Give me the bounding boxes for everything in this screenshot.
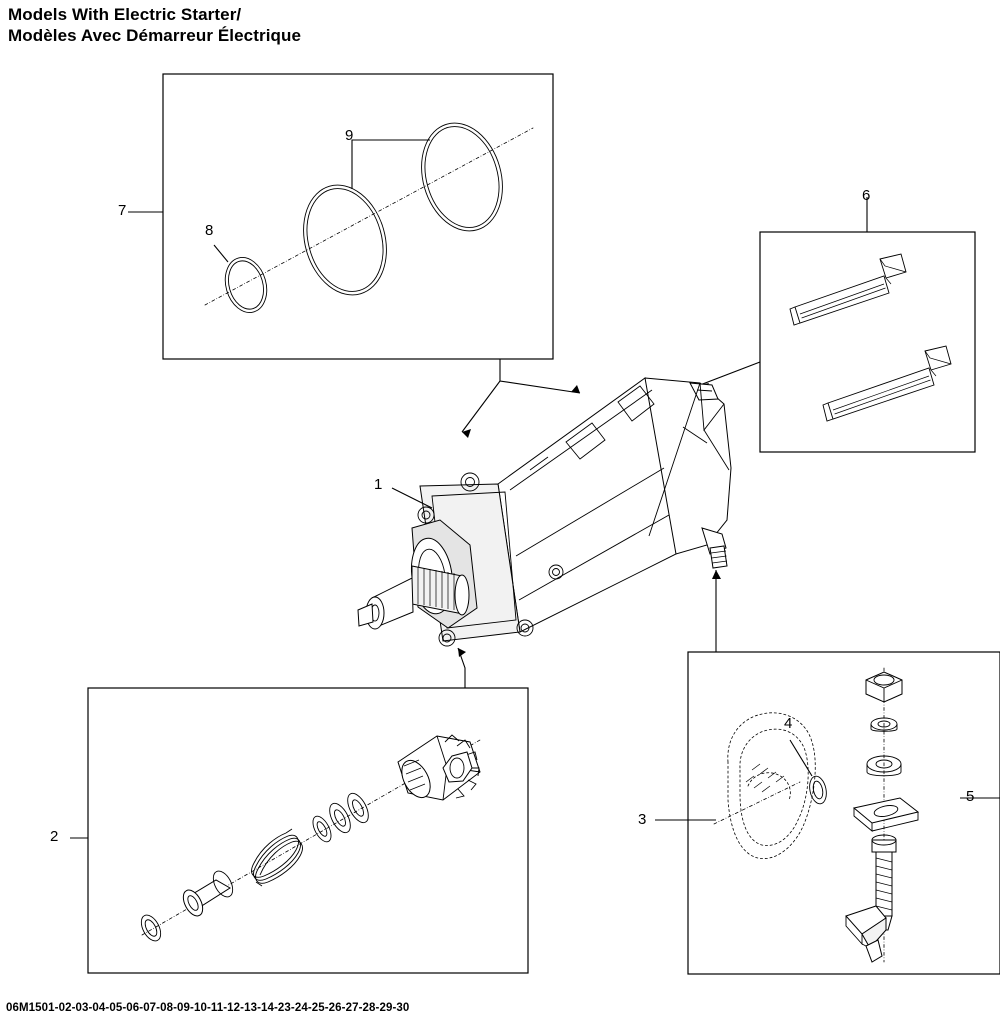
panel-drive-gear-box	[88, 688, 528, 973]
arrow-head-7	[462, 429, 471, 438]
page-title-line-2: Modèles Avec Démarreur Électrique	[8, 26, 302, 45]
arrow-head-6	[700, 383, 709, 391]
bolt-upper	[790, 254, 906, 325]
o-ring-large-right	[409, 113, 514, 240]
callout-2: 2	[50, 828, 59, 845]
o-ring-large-left	[291, 175, 399, 305]
return-spring	[252, 829, 303, 886]
mounting-plate-gasket	[714, 713, 815, 859]
panel-o-ring-box	[163, 74, 553, 359]
footer-part-code: 06M1501-02-03-04-05-06-07-08-09-10-11-12-13-14-23-24-25-26-27-28-29-30	[6, 1002, 410, 1014]
starter-motor-assembly	[358, 378, 731, 646]
drive-sleeve	[179, 868, 236, 919]
panel-hardware-box	[688, 652, 1000, 974]
leader-4	[790, 740, 812, 776]
callout-9: 9	[345, 127, 354, 144]
callout-8: 8	[205, 222, 214, 239]
o-ring-center-axis	[205, 128, 533, 305]
connector-7-to-motor	[500, 359, 580, 393]
small-o-ring-4	[807, 775, 828, 806]
drive-pinion-gear	[396, 735, 480, 802]
hardware-stack	[846, 668, 918, 962]
connector-7-to-motor-branch	[462, 381, 500, 432]
leader-9-a	[352, 140, 430, 152]
arrow-head-5	[712, 570, 721, 579]
arrow-head-2	[458, 648, 466, 657]
drive-gear-axis	[142, 740, 480, 935]
callout-6: 6	[862, 187, 871, 204]
arrow-head-7b	[571, 385, 580, 393]
page-title	[8, 4, 301, 46]
leader-8	[214, 245, 228, 262]
connector-2-to-motor	[458, 648, 465, 688]
panel-bolt-box	[760, 232, 975, 452]
callout-4: 4	[784, 715, 793, 732]
washer-stack	[309, 790, 372, 845]
callout-5: 5	[966, 788, 975, 805]
leader-1	[392, 488, 432, 508]
callout-1: 1	[374, 476, 383, 493]
o-ring-small	[219, 253, 273, 318]
connector-6-to-motor	[700, 362, 760, 385]
snap-ring	[137, 912, 164, 944]
callout-7: 7	[118, 202, 127, 219]
callout-3: 3	[638, 811, 647, 828]
bolt-lower	[823, 346, 951, 421]
page-title-line-1: Models With Electric Starter/	[8, 5, 242, 24]
